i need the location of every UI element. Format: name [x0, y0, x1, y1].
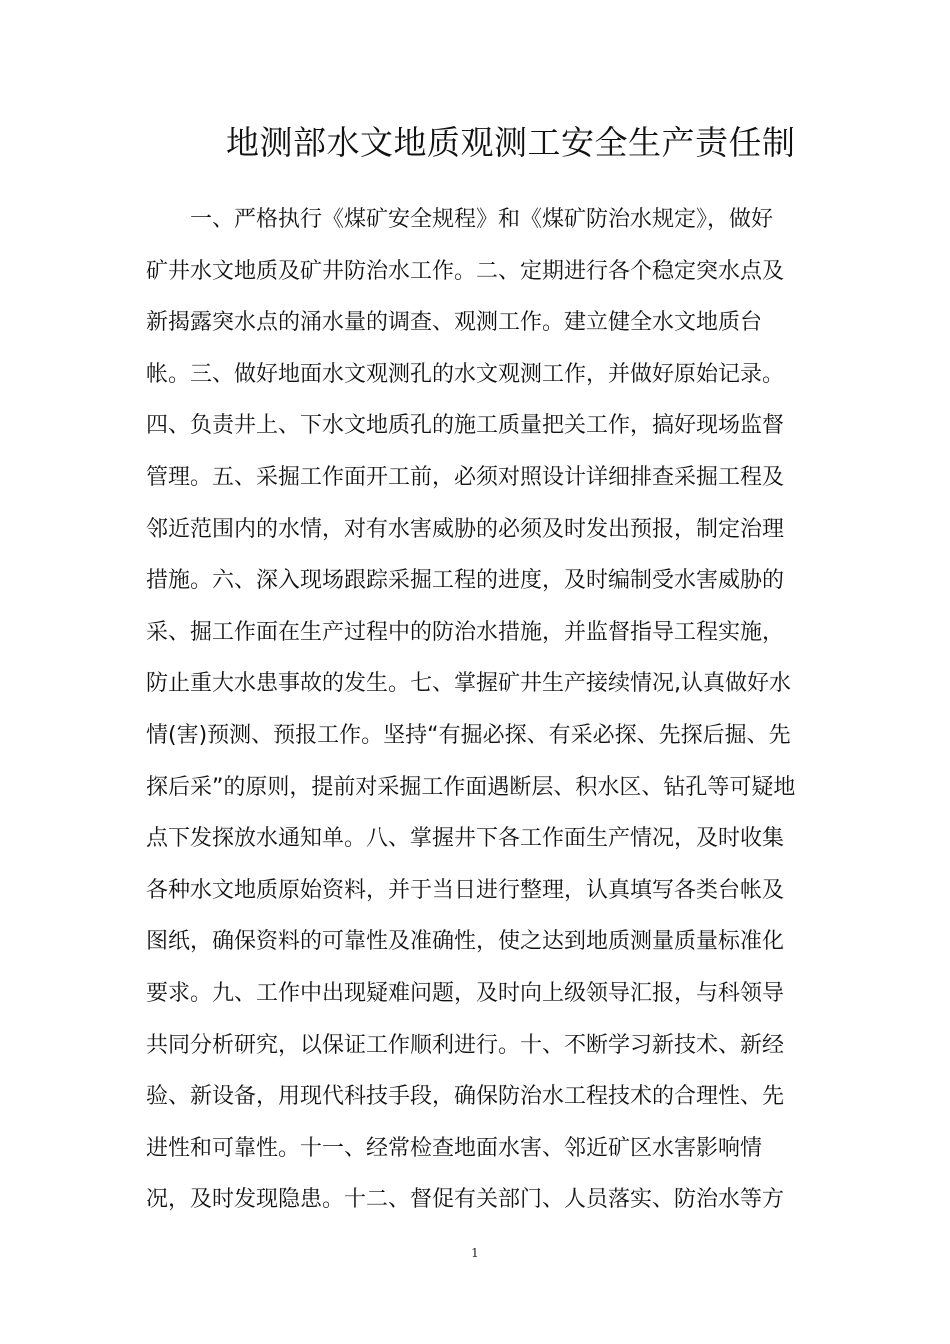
body-line: 邻近范围内的水情，对有水害威胁的必须及时发出预报，制定治理 — [146, 516, 785, 542]
body-line: 各种水文地质原始资料，并于当日进行整理，认真填写各类台帐及 — [146, 877, 785, 903]
body-line: 措施。六、深入现场跟踪采掘工程的进度，及时编制受水害威胁的 — [146, 568, 785, 594]
body-line: 要求。九、工作中出现疑难问题，及时向上级领导汇报，与科领导 — [146, 980, 785, 1006]
body-line: 共同分析研究，以保证工作顺利进行。十、不断学习新技术、新经 — [146, 1032, 785, 1058]
body-line: 验、新设备，用现代科技手段，确保防治水工程技术的合理性、先 — [146, 1084, 785, 1110]
body-line: 况，及时发现隐患。十二、督促有关部门、人员落实、防治水等方 — [146, 1187, 785, 1213]
body-line: 管理。五、采掘工作面开工前，必须对照设计详细排查采掘工程及 — [146, 464, 785, 490]
document-body — [146, 194, 806, 1226]
document-title: 地测部水文地质观测工安全生产责任制 — [226, 123, 796, 162]
page-number: 1 — [471, 1246, 479, 1260]
body-line: 采、掘工作面在生产过程中的防治水措施，并监督指导工程实施， — [146, 619, 785, 645]
body-line: 进性和可靠性。十一、经常检查地面水害、邻近矿区水害影响情 — [146, 1135, 763, 1161]
body-line: 点下发探放水通知单。八、掌握井下各工作面生产情况，及时收集 — [146, 826, 785, 852]
body-line: 四、负责井上、下水文地质孔的施工质量把关工作，搞好现场监督 — [146, 413, 785, 439]
body-line: 一、严格执行《煤矿安全规程》和《煤矿防治水规定》，做好 — [190, 207, 774, 232]
body-line: 防止重大水患事故的发生。七、掌握矿井生产接续情况,认真做好水 — [146, 671, 791, 697]
body-line: 图纸，确保资料的可靠性及准确性，使之达到地质测量质量标准化 — [146, 929, 785, 955]
body-line: 探后采”的原则，提前对采掘工作面遇断层、积水区、钻孔等可疑地 — [146, 774, 796, 800]
body-line: 矿井水文地质及矿井防治水工作。二、定期进行各个稳定突水点及 — [146, 258, 785, 284]
body-line: 帐。三、做好地面水文观测孔的水文观测工作，并做好原始记录。 — [146, 361, 785, 387]
body-line: 新揭露突水点的涌水量的调查、观测工作。建立健全水文地质台 — [146, 310, 763, 336]
body-line: 情(害)预测、预报工作。坚持“有掘必探、有采必探、先探后掘、先 — [146, 722, 791, 748]
